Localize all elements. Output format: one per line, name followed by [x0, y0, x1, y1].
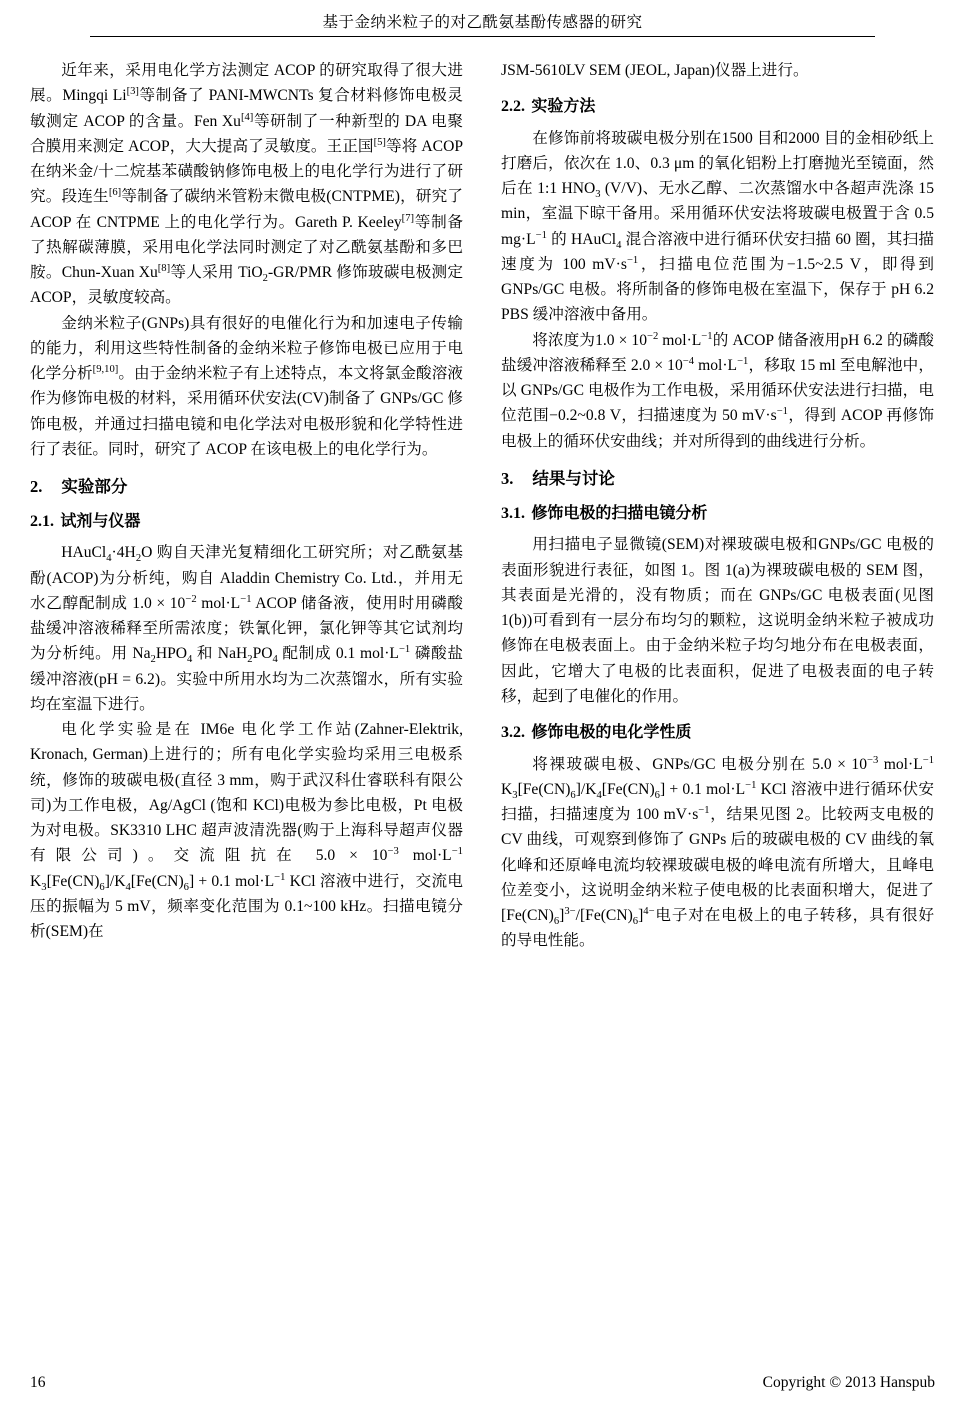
page-number: 16: [30, 1374, 46, 1391]
subsection-number: 3.2.: [501, 724, 525, 742]
subsection-title: 实验方法: [531, 98, 596, 116]
subsection-number: 2.2.: [501, 98, 525, 116]
section-number: 2.: [30, 477, 43, 496]
right-column: [501, 58, 934, 1328]
subsection-heading-2-2: [501, 96, 934, 118]
section-title: 实验部分: [61, 477, 128, 496]
left-column: [30, 58, 463, 1328]
subsection-title: 试剂与仪器: [60, 513, 141, 531]
subsection-title: 修饰电极的电化学性质: [531, 724, 692, 742]
section-number: 3.: [501, 468, 514, 488]
paragraph: 用扫描电子显微镜(SEM)对裸玻碳电极和GNPs/GC 电极的表面形貌进行表征，如图 1。图 1(a)为裸玻碳电极的 SEM 图，其表面是光滑的，没有物质；而在 GNPs/GC 电极表面(见图 1(b))可看到有一层分布均匀的颗粒，这说明金纳米粒子被成功修饰在电极表面上。由于金纳米粒子均匀地分布在电极表面，因此，它增大了电极的比表面积，促进了电极表面的电子转移，起到了电催化的作用。: [501, 536, 934, 705]
section-heading-3: [501, 467, 934, 490]
section-heading-2: [30, 475, 463, 498]
section-title: 结果与讨论: [532, 468, 615, 488]
header-divider: [90, 36, 875, 37]
paragraph: 将裸玻碳电极、GNPs/GC 电极分别在 $5.0 \times 10^{-3}$ $mol\cdot L^{-1}$ $K_3[Fe(CN)_6]/K_4[Fe(CN)_6] + 0.1$ $mol\cdot L^{-1}$ KCl 溶液中进行循环伏安扫描，扫描速度为 100 $mV\cdot s^{-1}$，结果见图 2。比较两支电极的 CV 曲线，可观察到修饰了 GNPs 后的玻碳电极的 CV 曲线的氧化峰和还原峰电流均较裸玻碳电极的峰电流有所增大，且峰电位差变小，这说明金纳米粒子使电极的比表面积增大，促进了$[Fe(CN)_6]^{3-}/[Fe(CN)_6]^{4-}$电子对在电极上的电子转移，具有很好的导电性能。: [501, 754, 934, 950]
subsection-title: 修饰电极的扫描电镜分析: [531, 504, 708, 522]
paragraph: $HAuCl_4\cdot 4H_2O$ 购自天津光复精细化工研究所；对乙酰氨基酚(ACOP)为分析纯，购自 Aladdin Chemistry Co. Ltd.，并用无水乙醇配制成 $1.0 \times 10^{-2}$ $mol\cdot L^{-1}$ ACOP 储备液，使用时用磷酸盐缓冲溶液稀释至所需浓度；铁氰化钾，氯化钾等其它试剂均为分析纯。用 $Na_2HPO_4$ 和 $NaH_2PO_4$ 配制成 0.1 $mol\cdot L^{-1}$ 磷酸盐缓冲溶液(pH = 6.2)。实验中所用水均为二次蒸馏水，所有实验均在室温下进行。: [30, 544, 463, 713]
paragraph: 在修饰前将玻碳电极分别在1500 目和2000 目的金相砂纸上打磨后，依次在 1.0、0.3 μm 的氧化铝粉上打磨抛光至镜面，然后在 1:1 $HNO_3$ (V/V)、无水乙醇、二次蒸馏水中各超声洗涤 15 min，室温下晾干备用。采用循环伏安法将玻碳电极置于含 0.5 $mg\cdot L^{-1}$ 的 HAuCl$_4$ 混合溶液中进行循环伏安扫描 60 圈，其扫描速度为 100 $mV\cdot s^{-1}$，扫描电位范围为−1.5~2.5 V，即得到 GNPs/GC 电极。将所制备的修饰电极在室温下，保存于 pH 6.2 PBS 缓冲溶液中备用。: [501, 129, 934, 324]
paragraph: 将浓度为$1.0 \times 10^{-2}$ $mol\cdot L^{-1}$的 ACOP 储备液用pH 6.2 的磷酸盐缓冲溶液稀释至 $2.0 \times 10^{-4}$ $mol\cdot L^{-1}$，移取 15 ml 至电解池中，以 GNPs/GC 电极作为工作电极，采用循环伏安法进行扫描，电位范围−0.2~0.8 V，扫描速度为 50 $mV\cdot s^{-1}$，得到 ACOP 再修饰电极上的循环伏安曲线；并对所得到的曲线进行分析。: [501, 330, 934, 450]
page-footer: [30, 1374, 935, 1392]
two-column-body: [30, 58, 935, 1328]
paragraph: 电化学实验是在 IM6e 电化学工作站(Zahner-Elektrik, Kronach, German)上进行的；所有电化学实验均采用三电极系统，修饰的玻碳电极(直径 3 mm，购于武汉科仕睿联科有限公司)为工作电极，Ag/AgCl (饱和 KCl)电极为参比电极，Pt 电极为对电极。SK3310 LHC 超声波清洗器(购于上海科导超声仪器有限公司)。交流阻抗在 $5.0 \times 10^{-3}$ $mol\cdot L^{-1}$ $K_3[Fe(CN)_6]/K_4[Fe(CN)_6] + 0.1$ $mol\cdot L^{-1}$ KCl 溶液中进行，交流电压的振幅为 5 mV，频率变化范围为 0.1~100 kHz。扫描电镜分析(SEM)在: [30, 721, 463, 941]
paragraph: 金纳米粒子(GNPs)具有很好的电催化行为和加速电子传输的能力，利用这些特性制备的金纳米粒子修饰电极已应用于电化学分析[9,10]。由于金纳米粒子有上述特点，本文将氯金酸溶液作为修饰电极的材料，采用循环伏安法(CV)制备了 GNPs/GC 修饰电极，并通过扫描电镜和电化学法对电极形貌和化学特性进行了表征。同时，研究了 ACOP 在该电极上的电化学行为。: [30, 314, 463, 458]
subsection-heading-3-1: [501, 503, 934, 525]
subsection-heading-2-1: [30, 511, 463, 533]
subsection-number: 3.1.: [501, 504, 525, 522]
running-head: 基于金纳米粒子的对乙酰氨基酚传感器的研究: [322, 14, 643, 31]
paragraph: 近年来，采用电化学方法测定 ACOP 的研究取得了很大进展。Mingqi Li[3]等制备了 PANI-MWCNTs 复合材料修饰电极灵敏测定 ACOP 的含量。Fen Xu[4]等研制了一种新型的 DA 电聚合膜用来测定 ACOP，大大提高了灵敏度。王正国[5]等将 ACOP 在纳米金/十二烷基苯磺酸钠修饰电极上的电化学行为进行了研究。段连生[6]等制备了碳纳米管粉末微电极(CNTPME)，研究了 ACOP 在 CNTPME 上的电化学行为。Gareth P. Keeley[7]等制备了热解碳薄膜，采用电化学法同时测定了对乙酰氨基酚和多巴胺。Chun-Xuan Xu[8]等人采用 TiO$_2$-GR/PMR 修饰玻碳电极测定 ACOP，灵敏度较高。: [30, 62, 464, 307]
paragraph-continued: JSM-5610LV SEM (JEOL, Japan)仪器上进行。: [501, 62, 809, 79]
subsection-heading-3-2: [501, 722, 934, 744]
subsection-number: 2.1.: [30, 513, 54, 531]
copyright-notice: Copyright © 2013 Hanspub: [762, 1374, 935, 1391]
